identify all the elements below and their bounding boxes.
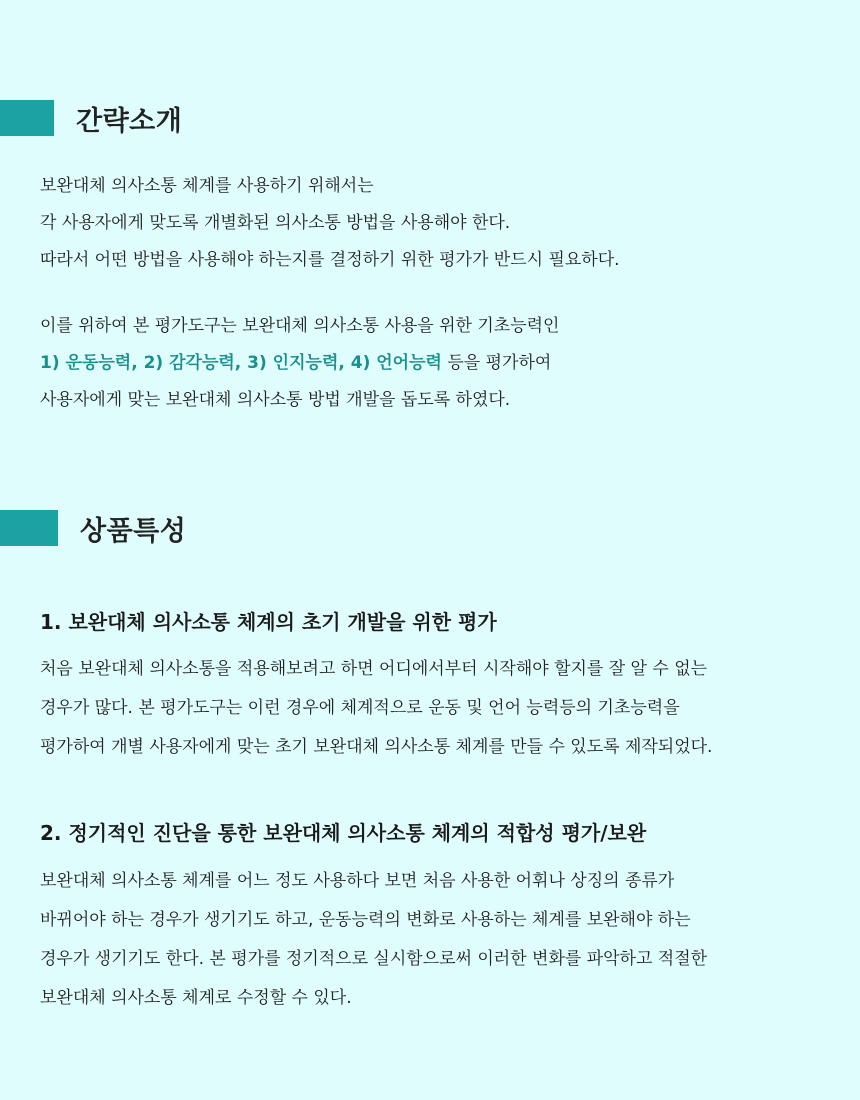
feature-2-heading: 2. 정기적인 진단을 통한 보완대체 의사소통 체계의 적합성 평가/보완 [40, 821, 647, 845]
intro-header-bar [0, 100, 54, 136]
intro-p2-line-2 [40, 345, 559, 382]
features-title: 상품특성 [80, 515, 187, 547]
feature-2-body [40, 862, 707, 1018]
intro-title: 간략소개 [76, 105, 183, 137]
feature-2-line-1: 보완대체 의사소통 체계를 어느 정도 사용하다 보면 처음 사용한 어휘나 상징의 종류가 [40, 871, 675, 891]
intro-paragraph-2 [40, 308, 559, 419]
intro-p2-line-2-rest: 등을 평가하여 [441, 353, 552, 373]
feature-1-heading: 1. 보완대체 의사소통 체계의 초기 개발을 위한 평가 [40, 610, 497, 634]
feature-1-line-1: 처음 보완대체 의사소통을 적용해보려고 하면 어디에서부터 시작해야 할지를 잘 알 수 없는 [40, 659, 708, 679]
feature-2-line-4: 보완대체 의사소통 체계로 수정할 수 있다. [40, 988, 352, 1008]
intro-p1-line-3: 따라서 어떤 방법을 사용해야 하는지를 결정하기 위한 평가가 반드시 필요하다. [40, 250, 620, 270]
intro-p2-line-1: 이를 위하여 본 평가도구는 보완대체 의사소통 사용을 위한 기초능력인 [40, 316, 560, 336]
feature-1-line-2: 경우가 많다. 본 평가도구는 이런 경우에 체계적으로 운동 및 언어 능력등의 기초능력을 [40, 698, 680, 718]
features-header-bar [0, 510, 58, 546]
intro-paragraph-1 [40, 168, 620, 279]
feature-2-line-2: 바뀌어야 하는 경우가 생기기도 하고, 운동능력의 변화로 사용하는 체계를 보완해야 하는 [40, 910, 691, 930]
feature-2-line-3: 경우가 생기기도 한다. 본 평가를 정기적으로 실시함으로써 이러한 변화를 파악하고 적절한 [40, 949, 708, 969]
ability-list-highlight: 1) 운동능력, 2) 감각능력, 3) 인지능력, 4) 언어능력 [40, 353, 442, 373]
feature-1-line-3: 평가하여 개별 사용자에게 맞는 초기 보완대체 의사소통 체계를 만들 수 있도록 제작되었다. [40, 737, 713, 757]
intro-p2-line-3: 사용자에게 맞는 보완대체 의사소통 방법 개발을 돕도록 하였다. [40, 390, 511, 410]
intro-p1-line-1: 보완대체 의사소통 체계를 사용하기 위해서는 [40, 176, 374, 196]
intro-section-header [0, 100, 182, 136]
intro-p1-line-2: 각 사용자에게 맞도록 개별화된 의사소통 방법을 사용해야 한다. [40, 213, 511, 233]
features-section-header [0, 510, 186, 546]
feature-1-body [40, 650, 712, 767]
